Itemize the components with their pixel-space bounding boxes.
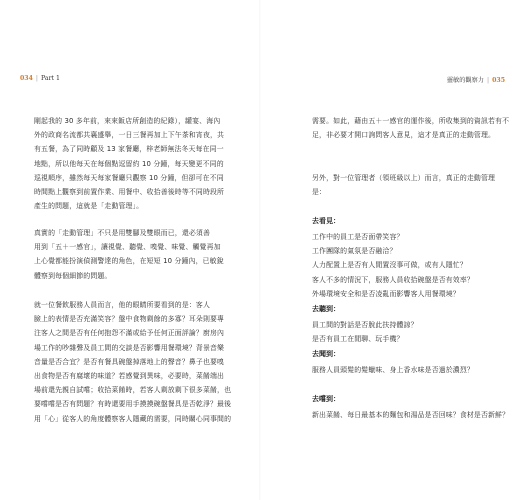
right-page-number: 035 — [492, 77, 505, 84]
section-body-see: 工作中的員工是否面帶笑容？ 工作團隊的氣氛是否融洽？ 人力配置上是否有人閒置沒事可做，或有人隱忙？ 客人不多的情況下，服務人員收拾碗盤是否有效率？ 外場環境安全和是否凌亂而影響客人用餐環境？ — [312, 233, 474, 298]
chapter-label: 靈敏的觀察力 — [446, 77, 484, 84]
left-paragraph-1: 剛起我的 30 多年前，來來飯店所創造的紀錄），罐宴、海內 外的政商名流都共襄盛舉，一日三餐再加上下午茶和宵夜，共 有五餐，為了同時顧及 13 家餐廳，梓老師無法冬天每在同一 地點，所以他每天在每個點逗留約 10 分鐘，每天變更不同的 巡視順序，雖然每天每家餐廳只觀察 10 分鐘，但卻可在不同 時間點上觀察到前置作業、用餐中、收拾善後時等不同時段所 產生的問題，這就是「走動管理」。 — [34, 117, 225, 211]
left-paragraph-2: 真實的「走動管理」不只是用雙腳及雙眼而已，還必須善 用到「五＋一感官」，讓視覺、聽覺、嗅覺、味覺、觸覺再加 上心覺都能扮演偵測警達的角色，在短短 10 分鐘內，已敏銳 體察到每個細節的問題。 — [34, 229, 224, 280]
running-head-separator: | — [35, 75, 39, 82]
section-heading-smell: 去聞到： — [312, 350, 340, 358]
section-body-smell: 服務人員頭髮的髮蠟味、身上香水味是否過於濃烈？ — [312, 366, 474, 374]
section-heading-see: 去看見： — [312, 217, 340, 225]
section-heading-taste: 去嚐到： — [312, 395, 340, 403]
left-paragraph-3: 就一位餐飲服務人員而言，他的眼睛所要看到的是：客人 臉上的表情是否充滿笑容？盤中食物剩餘的多寡？耳朵則要專 注客人之間是否有任何抱怨不滿或給予任何正面評論？廚房內 場工作的吵雜聲及員工間的交談是否影響用餐環境？背景音樂 音量是否合宜？是否有餐具碗盤掉落地上的聲音？鼻子也要嗅 出食物是否有腐壞的味道？若感覺到異味，必要時，菜餚端出 場前還先親自試嚐；收拾菜餚時，若客人剩放剩下很多菜餚，也 要嚐嚐是否有問題？有時還要用手摸摸碗盤餐具是否乾淨？最後 用「心」從客人的角度體察客人隱藏的需要，同時關心同事間的 — [34, 301, 232, 423]
left-running-head — [20, 75, 60, 82]
right-paragraph-1: 需要。如此，藉由五＋一感官的運作後，所收集到的資訊若有不 足，非必要才開口詢問客人意見，這才是真正的走動管理。 — [312, 117, 510, 140]
right-paragraph-2: 另外，對一位管理者（領班級以上）而言，真正的走動管理 是： — [312, 174, 496, 197]
section-body-hear: 員工間的對話是否脫此扶持體諒？ 是否有員工在閒聊、玩手機？ — [312, 321, 418, 344]
right-running-head — [447, 75, 505, 84]
section-heading-hear: 去聽到： — [312, 305, 340, 313]
part-label: Part 1 — [41, 75, 60, 82]
right-page — [260, 0, 520, 500]
running-head-separator: | — [486, 77, 490, 84]
section-body-taste: 新出菜餚、每日最基本的麵包和湯品是否回味？食材是否新鮮？ — [312, 411, 510, 419]
left-page-number: 034 — [20, 75, 33, 82]
